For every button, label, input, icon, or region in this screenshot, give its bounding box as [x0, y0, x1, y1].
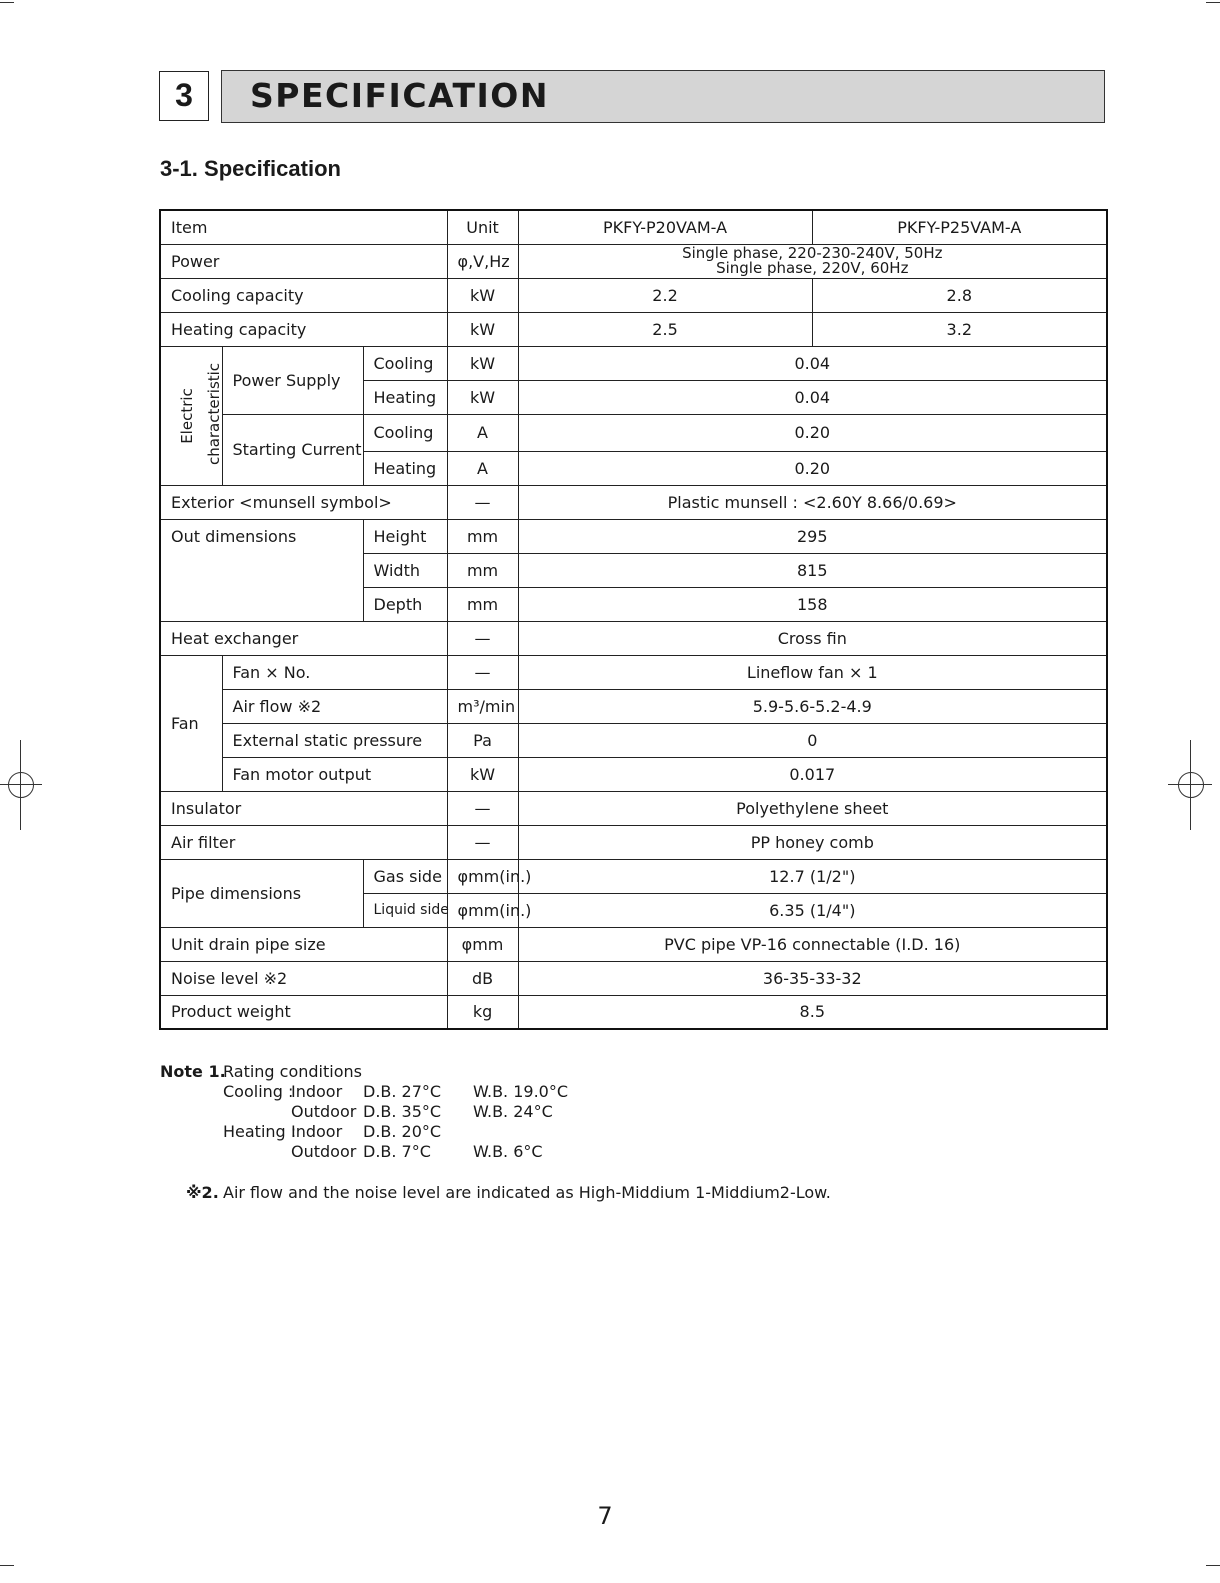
- row-label: Power Supply: [222, 346, 363, 414]
- row-sublabel: Fan × No.: [222, 655, 447, 689]
- row-label: Cooling capacity: [160, 278, 447, 312]
- table-row: [160, 414, 1107, 451]
- table-row: [160, 346, 1107, 380]
- row-value: Plastic munsell : <2.60Y 8.66/0.69>: [518, 485, 1107, 519]
- row-value: 0.20: [518, 451, 1107, 485]
- row-unit: —: [447, 825, 518, 859]
- row-unit: kW: [447, 757, 518, 791]
- vertical-label: Electric: [177, 387, 196, 444]
- electric-characteristic-label: [160, 346, 222, 485]
- row-unit: kW: [447, 380, 518, 414]
- row-sublabel: Gas side: [363, 859, 447, 893]
- row-value: PP honey comb: [518, 825, 1107, 859]
- row-label: Air filter: [160, 825, 447, 859]
- row-label: Exterior <munsell symbol>: [160, 485, 447, 519]
- note-value: W.B. 19.0°C: [473, 1082, 569, 1101]
- crop-mark: [0, 2, 14, 3]
- note-value: W.B. 24°C: [473, 1102, 553, 1121]
- row-value: 12.7 (1/2"): [518, 859, 1107, 893]
- row-label: Heat exchanger: [160, 621, 447, 655]
- row-unit: mm: [447, 553, 518, 587]
- row-unit: Pa: [447, 723, 518, 757]
- row-label: Fan: [160, 655, 222, 791]
- row-unit: φmm: [447, 927, 518, 961]
- power-value: [518, 244, 1107, 278]
- header-item: Item: [160, 210, 447, 244]
- row-value: 158: [518, 587, 1107, 621]
- row-unit: —: [447, 791, 518, 825]
- row-value: 0.20: [518, 414, 1107, 451]
- row-label: Noise level ※2: [160, 961, 447, 995]
- row-unit: dB: [447, 961, 518, 995]
- note-value: D.B. 35°C: [363, 1102, 442, 1121]
- row-sublabel: Width: [363, 553, 447, 587]
- row-value: Polyethylene sheet: [518, 791, 1107, 825]
- table-row: [160, 995, 1107, 1029]
- indoor-label: Indoor: [291, 1082, 343, 1101]
- table-row: [160, 689, 1107, 723]
- row-label: Starting Current: [222, 414, 363, 485]
- row-label: Heating capacity: [160, 312, 447, 346]
- power-value-line: Single phase, 220-230-240V, 50Hz: [682, 244, 943, 262]
- table-row: [160, 961, 1107, 995]
- table-row: [160, 791, 1107, 825]
- table-row: [160, 278, 1107, 312]
- row-sublabel: Liquid side: [363, 893, 447, 927]
- row-sublabel: Cooling: [363, 346, 447, 380]
- cooling-label: Cooling :: [223, 1082, 294, 1101]
- row-unit: kg: [447, 995, 518, 1029]
- row-value: 5.9-5.6-5.2-4.9: [518, 689, 1107, 723]
- table-row: [160, 210, 1107, 244]
- row-label: Power: [160, 244, 447, 278]
- row-value: Cross fin: [518, 621, 1107, 655]
- row-unit: kW: [447, 346, 518, 380]
- row-value: 6.35 (1/4"): [518, 893, 1107, 927]
- row-value: 0.017: [518, 757, 1107, 791]
- row-unit: —: [447, 655, 518, 689]
- row-unit: kW: [447, 278, 518, 312]
- table-row: [160, 859, 1107, 893]
- table-row: [160, 244, 1107, 278]
- row-label: Out dimensions: [160, 519, 363, 621]
- row-value: 2.8: [812, 278, 1107, 312]
- row-label: Unit drain pipe size: [160, 927, 447, 961]
- section-title: SPECIFICATION: [221, 70, 1105, 123]
- row-value: Lineflow fan × 1: [518, 655, 1107, 689]
- row-value: 295: [518, 519, 1107, 553]
- row-unit: kW: [447, 312, 518, 346]
- registration-mark: [8, 772, 34, 798]
- row-value: 0: [518, 723, 1107, 757]
- row-value: 0.04: [518, 346, 1107, 380]
- outdoor-label: Outdoor: [291, 1142, 357, 1161]
- header-model-2: PKFY-P25VAM-A: [812, 210, 1107, 244]
- row-unit: mm: [447, 519, 518, 553]
- row-unit: mm: [447, 587, 518, 621]
- power-value-line: Single phase, 220V, 60Hz: [716, 259, 909, 277]
- row-value: 0.04: [518, 380, 1107, 414]
- row-value: 8.5: [518, 995, 1107, 1029]
- subsection-title: 3-1. Specification: [160, 156, 341, 181]
- row-unit: A: [447, 451, 518, 485]
- row-unit: —: [447, 621, 518, 655]
- page-number: 7: [597, 1502, 613, 1530]
- row-sublabel: Heating: [363, 380, 447, 414]
- table-row: [160, 312, 1107, 346]
- vertical-label: characteristic: [205, 362, 224, 465]
- note-value: W.B. 6°C: [473, 1142, 543, 1161]
- crop-mark: [1206, 2, 1220, 3]
- row-value: 815: [518, 553, 1107, 587]
- row-sublabel: External static pressure: [222, 723, 447, 757]
- row-sublabel: Depth: [363, 587, 447, 621]
- table-row: [160, 825, 1107, 859]
- table-row: [160, 485, 1107, 519]
- row-unit: —: [447, 485, 518, 519]
- note2-label: ※2.: [186, 1183, 219, 1202]
- header-model-1: PKFY-P20VAM-A: [518, 210, 812, 244]
- note1-label: Note 1.: [160, 1062, 226, 1081]
- registration-mark: [1178, 772, 1204, 798]
- note-value: D.B. 27°C: [363, 1082, 442, 1101]
- row-sublabel: Height: [363, 519, 447, 553]
- outdoor-label: Outdoor: [291, 1102, 357, 1121]
- row-unit: φmm(in.): [447, 859, 518, 893]
- row-value: 36-35-33-32: [518, 961, 1107, 995]
- row-value: 2.5: [518, 312, 812, 346]
- table-row: [160, 927, 1107, 961]
- row-sublabel: Cooling: [363, 414, 447, 451]
- row-label: Insulator: [160, 791, 447, 825]
- row-value: PVC pipe VP-16 connectable (I.D. 16): [518, 927, 1107, 961]
- table-row: [160, 621, 1107, 655]
- row-sublabel: Fan motor output: [222, 757, 447, 791]
- table-row: [160, 757, 1107, 791]
- row-unit: A: [447, 414, 518, 451]
- row-sublabel: Air flow ※2: [222, 689, 447, 723]
- row-sublabel: Heating: [363, 451, 447, 485]
- note1-title: Rating conditions: [223, 1062, 362, 1081]
- row-label: Pipe dimensions: [160, 859, 363, 927]
- row-value: 3.2: [812, 312, 1107, 346]
- section-number: 3: [159, 71, 209, 121]
- row-label: Product weight: [160, 995, 447, 1029]
- row-unit: φ,V,Hz: [447, 244, 518, 278]
- row-value: 2.2: [518, 278, 812, 312]
- heating-label: Heating :: [223, 1122, 297, 1141]
- indoor-label: Indoor: [291, 1122, 343, 1141]
- crop-mark: [0, 1565, 14, 1566]
- note-value: D.B. 7°C: [363, 1142, 431, 1161]
- table-row: [160, 655, 1107, 689]
- table-row: [160, 723, 1107, 757]
- row-unit: φmm(in.): [447, 893, 518, 927]
- table-row: [160, 519, 1107, 553]
- specification-table: [159, 209, 1108, 1030]
- note-value: D.B. 20°C: [363, 1122, 442, 1141]
- row-unit: m³/min: [447, 689, 518, 723]
- crop-mark: [1206, 1565, 1220, 1566]
- header-unit: Unit: [447, 210, 518, 244]
- note2-text: Air flow and the noise level are indicated as High-Middium 1-Middium2-Low.: [223, 1183, 831, 1202]
